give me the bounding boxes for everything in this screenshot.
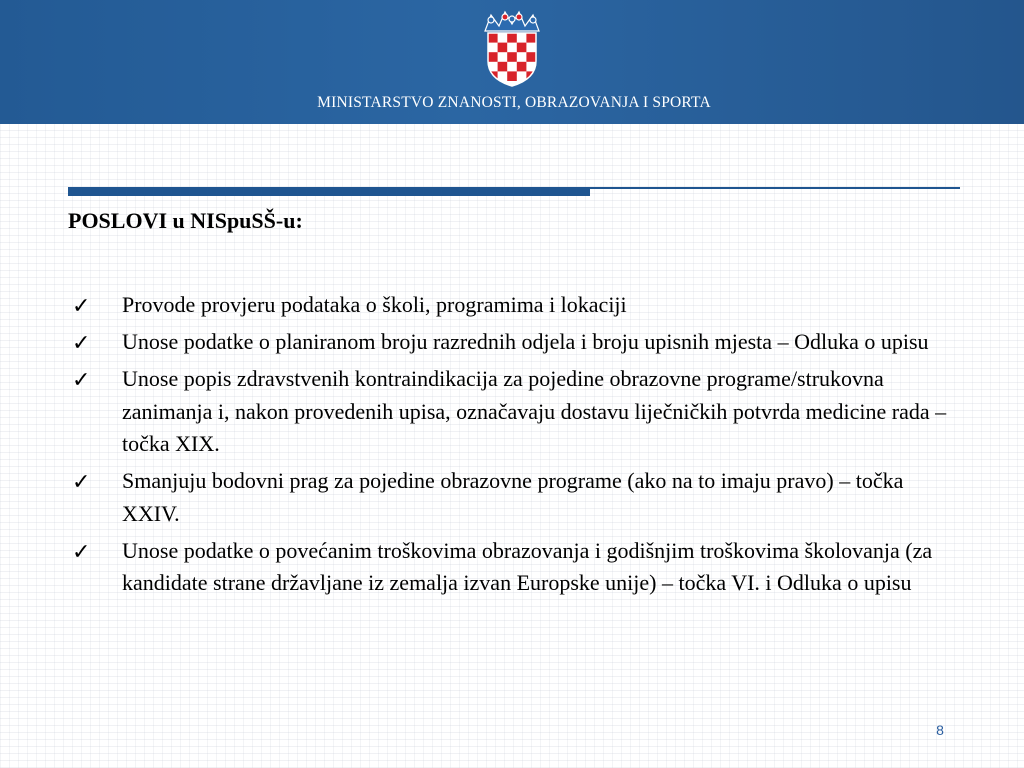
page-number: 8 [936, 722, 944, 738]
bullet-list [68, 289, 948, 604]
header-banner [0, 0, 1024, 124]
list-item [68, 326, 948, 359]
check-icon: ✓ [72, 367, 91, 392]
bullet-text: Provode provjeru podataka o školi, programima i lokaciji [122, 292, 627, 317]
list-item [68, 465, 948, 530]
check-icon: ✓ [72, 469, 91, 494]
bullet-text: Unose popis zdravstvenih kontraindikacija za pojedine obrazovne programe/strukovna zanimanja i, nakon provedenih upisa, označavaju dostavu liječničkih potvrda medicine rada – točka XIX. [122, 366, 947, 456]
title-rule-thin [590, 187, 960, 189]
bullet-text: Unose podatke o planiranom broju razrednih odjela i broju upisnih mjesta – Odluka o upisu [122, 329, 929, 354]
list-item [68, 289, 948, 322]
title-rule-thick [68, 187, 590, 196]
check-icon: ✓ [72, 538, 91, 564]
coat-of-arms-icon [481, 9, 543, 87]
ministry-name: MINISTARSTVO ZNANOSTI, OBRAZOVANJA I SPORTA [317, 94, 711, 111]
bullet-text: Smanjuju bodovni prag za pojedine obrazovne programe (ako na to imaju pravo) – točka XXIV. [122, 468, 904, 526]
check-icon: ✓ [72, 330, 91, 355]
list-item [68, 363, 948, 461]
list-item [68, 535, 948, 600]
slide-title: POSLOVI u NISpuSŠ-u: [68, 208, 303, 233]
check-icon: ✓ [72, 293, 91, 318]
bullet-text: Unose podatke o povećanim troškovima obrazovanja i godišnjim troškovima školovanja (za kandidate strane državljane iz zemalja izvan Europske unije) – točka VI. i Odluka o upisu [122, 537, 933, 595]
